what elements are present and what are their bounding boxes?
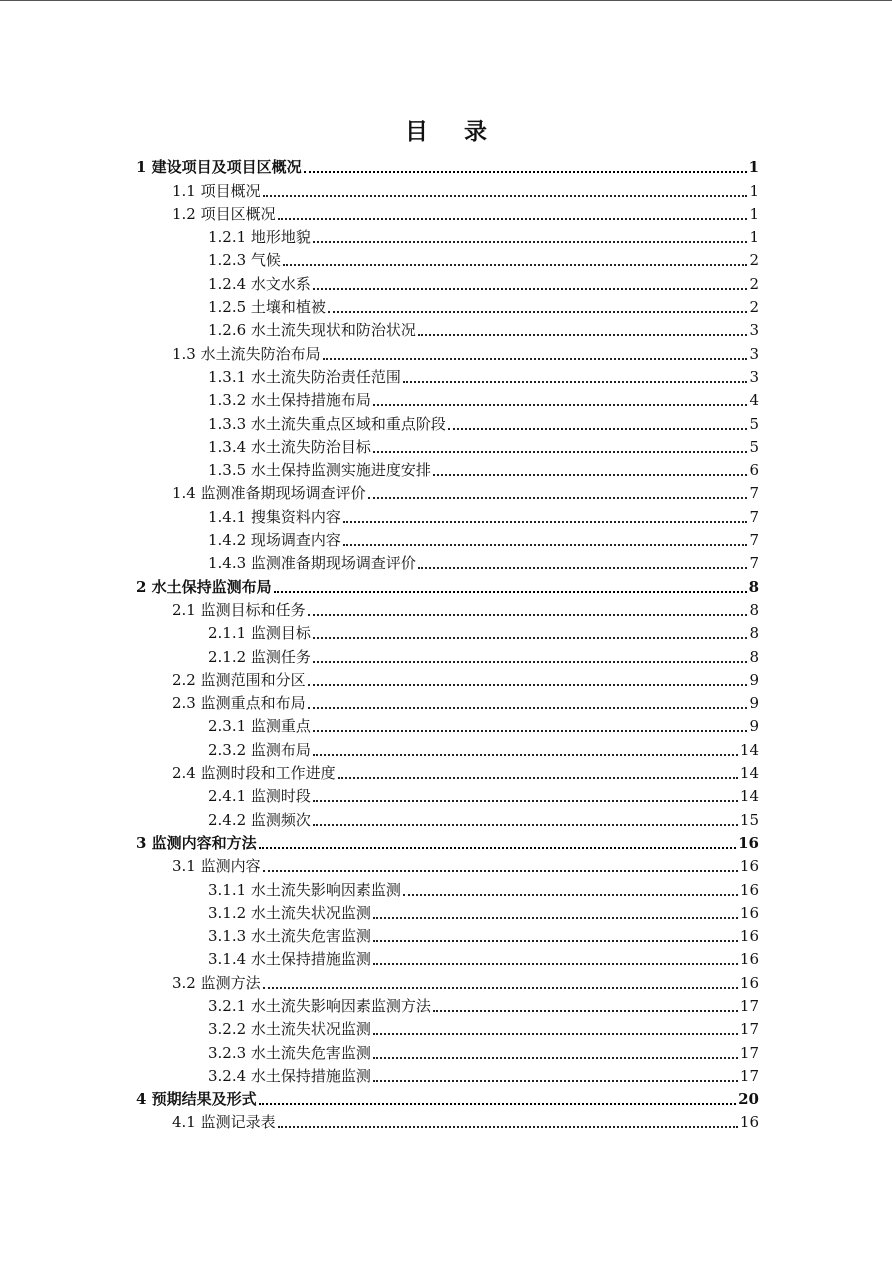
toc-entry-page-number: 20 xyxy=(738,1090,759,1109)
toc-entry-page-number: 16 xyxy=(739,1113,759,1132)
toc-dot-leader xyxy=(313,808,738,826)
toc-entry-page-number: 8 xyxy=(749,624,759,643)
toc-entry[interactable] xyxy=(0,621,759,644)
toc-dot-leader xyxy=(368,481,748,499)
toc-entry[interactable] xyxy=(0,761,759,784)
toc-entry-page-number: 3 xyxy=(749,344,759,363)
toc-dot-leader xyxy=(373,901,738,919)
toc-dot-leader xyxy=(403,365,748,383)
toc-dot-leader xyxy=(323,342,748,360)
toc-dot-leader xyxy=(373,1064,738,1082)
toc-entry-label: 2.1.1 监测目标 xyxy=(208,624,311,643)
toc-entry-page-number: 8 xyxy=(749,600,759,619)
toc-entry[interactable] xyxy=(0,644,759,667)
toc-entry-label: 2.3 监测重点和布局 xyxy=(172,694,306,713)
toc-entry-page-number: 7 xyxy=(749,531,759,550)
toc-entry[interactable] xyxy=(0,435,759,458)
toc-entry-label: 3.2.3 水土流失危害监测 xyxy=(208,1043,371,1062)
toc-dot-leader xyxy=(448,412,748,430)
toc-entry[interactable] xyxy=(0,458,759,481)
toc-entry-label: 1.3.5 水土保持监测实施进度安排 xyxy=(208,461,431,480)
toc-entry-page-number: 16 xyxy=(739,857,759,876)
toc-entry[interactable] xyxy=(0,877,759,900)
toc-entry[interactable] xyxy=(0,365,759,388)
toc-entry[interactable] xyxy=(0,1087,759,1110)
toc-entry-page-number: 9 xyxy=(749,694,759,713)
toc-entry-label: 1.2.4 水文水系 xyxy=(208,274,311,293)
toc-entry-page-number: 16 xyxy=(739,880,759,899)
toc-entry-page-number: 7 xyxy=(749,554,759,573)
toc-entry-page-number: 1 xyxy=(748,158,759,177)
toc-entry-label: 1.4 监测准备期现场调查评价 xyxy=(172,484,366,503)
toc-dot-leader xyxy=(308,598,748,616)
toc-entry[interactable] xyxy=(0,341,759,364)
toc-entry[interactable] xyxy=(0,574,759,597)
toc-entry-page-number: 8 xyxy=(749,647,759,666)
toc-entry-label: 3.1 监测内容 xyxy=(172,857,261,876)
toc-entry-label: 1.3 水土流失防治布局 xyxy=(172,344,321,363)
toc-entry-page-number: 14 xyxy=(739,740,759,759)
toc-entry-page-number: 16 xyxy=(738,833,759,852)
toc-entry-page-number: 9 xyxy=(749,717,759,736)
toc-entry-label: 1 建设项目及项目区概况 xyxy=(136,158,302,177)
toc-dot-leader xyxy=(373,947,738,965)
toc-entry-page-number: 3 xyxy=(749,321,759,340)
toc-dot-leader xyxy=(278,202,748,220)
toc-entry-page-number: 9 xyxy=(749,670,759,689)
toc-entry-page-number: 2 xyxy=(749,251,759,270)
toc-entry-page-number: 14 xyxy=(739,787,759,806)
toc-entry-label: 3.2 监测方法 xyxy=(172,973,261,992)
toc-dot-leader xyxy=(263,179,748,197)
toc-entry[interactable] xyxy=(0,598,759,621)
toc-entry-page-number: 15 xyxy=(739,810,759,829)
toc-entry[interactable] xyxy=(0,691,759,714)
toc-entry[interactable] xyxy=(0,668,759,691)
toc-entry-label: 4.1 监测记录表 xyxy=(172,1113,276,1132)
toc-entry-label: 1.3.3 水土流失重点区域和重点阶段 xyxy=(208,414,446,433)
toc-entry-page-number: 17 xyxy=(739,1066,759,1085)
toc-entry-page-number: 8 xyxy=(748,577,759,596)
toc-entry-label: 1.3.2 水土保持措施布局 xyxy=(208,391,371,410)
toc-entry[interactable] xyxy=(0,411,759,434)
toc-entry-label: 3.1.4 水土保持措施监测 xyxy=(208,950,371,969)
toc-entry-label: 2.4 监测时段和工作进度 xyxy=(172,764,336,783)
toc-entry[interactable] xyxy=(0,202,759,225)
toc-dot-leader xyxy=(259,831,736,849)
toc-entry-page-number: 17 xyxy=(739,996,759,1015)
toc-dot-leader xyxy=(313,714,748,732)
toc-entry[interactable] xyxy=(0,551,759,574)
toc-entry-label: 1.3.4 水土流失防治目标 xyxy=(208,437,371,456)
toc-entry[interactable] xyxy=(0,271,759,294)
toc-dot-leader xyxy=(313,621,748,639)
toc-entry-label: 2 水土保持监测布局 xyxy=(136,577,272,596)
toc-entry-label: 1.2.1 地形地貌 xyxy=(208,228,311,247)
toc-entry-label: 1.1 项目概况 xyxy=(172,181,261,200)
toc-entry[interactable] xyxy=(0,318,759,341)
toc-entry-label: 1.2.5 土壤和植被 xyxy=(208,298,326,317)
toc-entry-label: 1.4.2 现场调查内容 xyxy=(208,531,341,550)
toc-entry-label: 2.3.2 监测布局 xyxy=(208,740,311,759)
toc-dot-leader xyxy=(263,854,738,872)
toc-dot-leader xyxy=(343,528,748,546)
toc-entry-label: 3.2.1 水土流失影响因素监测方法 xyxy=(208,996,431,1015)
toc-dot-leader xyxy=(373,1041,738,1059)
toc-entry[interactable] xyxy=(0,155,759,178)
toc-dot-leader xyxy=(403,878,738,896)
toc-entry-page-number: 5 xyxy=(749,437,759,456)
toc-entry-page-number: 2 xyxy=(749,274,759,293)
toc-entry-label: 3.1.3 水土流失危害监测 xyxy=(208,927,371,946)
toc-dot-leader xyxy=(433,994,738,1012)
toc-entry[interactable] xyxy=(0,947,759,970)
toc-dot-leader xyxy=(304,155,747,173)
page-title: 目 录 xyxy=(404,118,501,145)
toc-dot-leader xyxy=(259,1087,736,1105)
toc-entry-page-number: 6 xyxy=(749,461,759,480)
toc-dot-leader xyxy=(343,505,748,523)
toc-dot-leader xyxy=(274,575,747,593)
toc-dot-leader xyxy=(313,645,748,663)
toc-entry-page-number: 16 xyxy=(739,950,759,969)
toc-entry-page-number: 1 xyxy=(749,228,759,247)
toc-dot-leader xyxy=(308,668,748,686)
toc-entry-page-number: 2 xyxy=(749,298,759,317)
toc-entry[interactable] xyxy=(0,295,759,318)
toc-dot-leader xyxy=(338,761,738,779)
toc-dot-leader xyxy=(328,295,748,313)
toc-entry-page-number: 4 xyxy=(749,391,759,410)
toc-entry-label: 2.1 监测目标和任务 xyxy=(172,600,306,619)
toc-entry[interactable] xyxy=(0,1110,759,1133)
toc-entry-page-number: 17 xyxy=(739,1043,759,1062)
toc-entry-page-number: 17 xyxy=(739,1020,759,1039)
toc-entry[interactable] xyxy=(0,1064,759,1087)
toc-entry-label: 1.2 项目区概况 xyxy=(172,204,276,223)
toc-entry[interactable] xyxy=(0,481,759,504)
toc-entry-page-number: 16 xyxy=(739,903,759,922)
toc-entry[interactable] xyxy=(0,1017,759,1040)
toc-entry-label: 2.4.2 监测频次 xyxy=(208,810,311,829)
toc-entry[interactable] xyxy=(0,901,759,924)
toc-entry[interactable] xyxy=(0,737,759,760)
toc-dot-leader xyxy=(418,318,748,336)
toc-entry[interactable] xyxy=(0,528,759,551)
toc-entry-page-number: 3 xyxy=(749,367,759,386)
toc-entry-page-number: 14 xyxy=(739,764,759,783)
toc-entry-page-number: 7 xyxy=(749,507,759,526)
toc-entry-label: 1.3.1 水土流失防治责任范围 xyxy=(208,367,401,386)
toc-entry-page-number: 16 xyxy=(739,973,759,992)
toc-entry[interactable] xyxy=(0,807,759,830)
toc-entry-label: 2.2 监测范围和分区 xyxy=(172,670,306,689)
toc-dot-leader xyxy=(283,248,748,266)
toc-entry-label: 3.2.2 水土流失状况监测 xyxy=(208,1020,371,1039)
toc-entry-page-number: 7 xyxy=(749,484,759,503)
toc-dot-leader xyxy=(373,1017,738,1035)
toc-dot-leader xyxy=(373,924,738,942)
toc-entry[interactable] xyxy=(0,248,759,271)
toc-entry-label: 2.4.1 监测时段 xyxy=(208,787,311,806)
toc-dot-leader xyxy=(263,971,738,989)
toc-entry[interactable] xyxy=(0,504,759,527)
toc-entry-page-number: 16 xyxy=(739,927,759,946)
table-of-contents xyxy=(0,155,892,1133)
toc-dot-leader xyxy=(418,551,748,569)
toc-entry[interactable] xyxy=(0,388,759,411)
toc-entry[interactable] xyxy=(0,225,759,248)
page-top-border xyxy=(0,0,892,1)
toc-entry[interactable] xyxy=(0,714,759,737)
toc-entry[interactable] xyxy=(0,178,759,201)
toc-entry-label: 2.1.2 监测任务 xyxy=(208,647,311,666)
toc-dot-leader xyxy=(278,1110,738,1128)
toc-entry-label: 1.2.6 水土流失现状和防治状况 xyxy=(208,321,416,340)
toc-entry[interactable] xyxy=(0,1040,759,1063)
toc-entry-label: 1.2.3 气候 xyxy=(208,251,281,270)
toc-entry-label: 4 预期结果及形式 xyxy=(136,1090,257,1109)
toc-dot-leader xyxy=(373,388,748,406)
toc-entry-label: 3 监测内容和方法 xyxy=(136,833,257,852)
toc-dot-leader xyxy=(308,691,748,709)
toc-entry[interactable] xyxy=(0,970,759,993)
toc-entry-page-number: 1 xyxy=(749,181,759,200)
toc-dot-leader xyxy=(313,225,748,243)
toc-entry[interactable] xyxy=(0,994,759,1017)
toc-entry-page-number: 1 xyxy=(749,204,759,223)
toc-entry[interactable] xyxy=(0,924,759,947)
toc-dot-leader xyxy=(433,458,748,476)
toc-entry-page-number: 5 xyxy=(749,414,759,433)
toc-entry-label: 1.4.1 搜集资料内容 xyxy=(208,507,341,526)
toc-entry-label: 3.2.4 水土保持措施监测 xyxy=(208,1066,371,1085)
toc-entry-label: 3.1.2 水土流失状况监测 xyxy=(208,903,371,922)
toc-dot-leader xyxy=(313,784,738,802)
toc-dot-leader xyxy=(313,738,738,756)
toc-entry[interactable] xyxy=(0,854,759,877)
toc-entry[interactable] xyxy=(0,784,759,807)
toc-dot-leader xyxy=(373,435,748,453)
toc-entry[interactable] xyxy=(0,831,759,854)
toc-dot-leader xyxy=(313,272,748,290)
toc-entry-label: 3.1.1 水土流失影响因素监测 xyxy=(208,880,401,899)
toc-entry-label: 2.3.1 监测重点 xyxy=(208,717,311,736)
toc-entry-label: 1.4.3 监测准备期现场调查评价 xyxy=(208,554,416,573)
